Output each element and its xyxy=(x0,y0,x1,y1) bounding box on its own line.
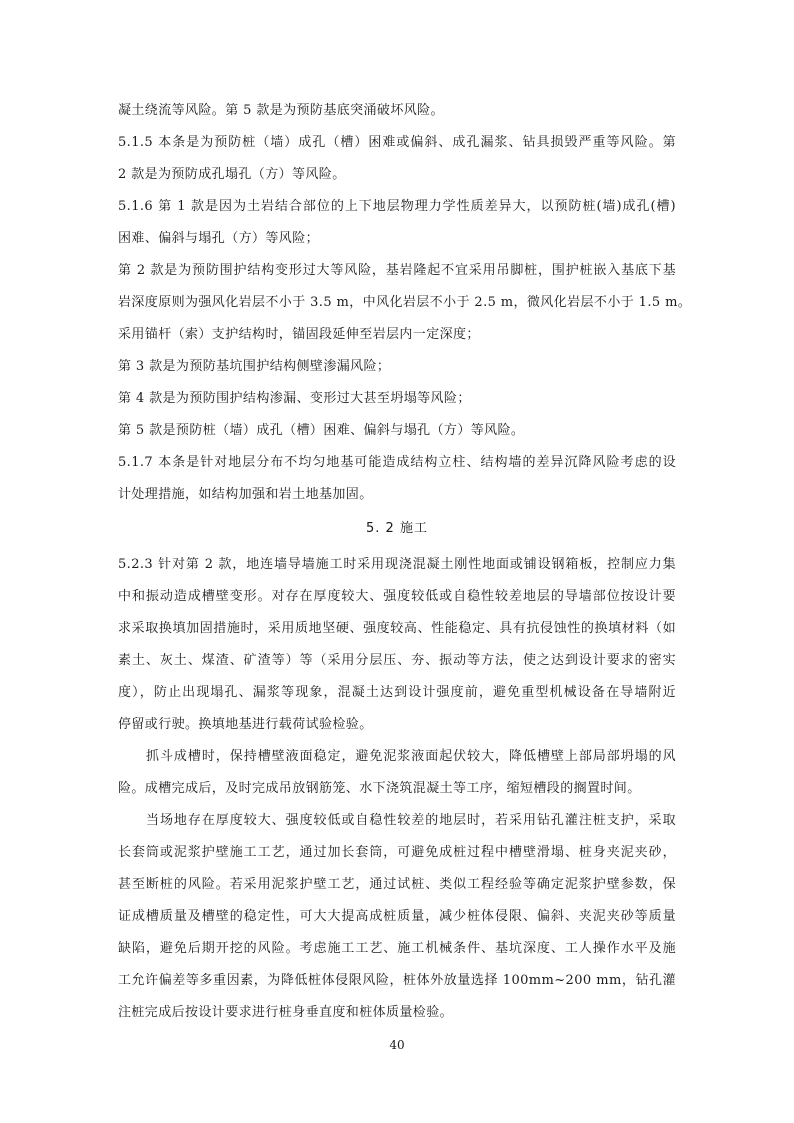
text-line: 第 4 款是为预防围护结构渗漏、变形过大甚至坍塌等风险； xyxy=(118,391,471,406)
text-line: 凝土绕流等风险。第 5 款是为预防基底突涌破坏风险。 xyxy=(118,103,444,118)
page-number: 40 xyxy=(389,1038,405,1052)
text-line: 计处理措施，如结构加强和岩土地基加固。 xyxy=(118,487,373,502)
text-line: 5.1.5 本条是为预防桩（墙）成孔（槽）困难或偏斜、成孔漏浆、钻具损毁严重等风险。第 xyxy=(118,135,676,150)
text-line: 抓斗成槽时，保持槽壁液面稳定，避免泥浆液面起伏较大，降低槽壁上部局部坍塌的风 xyxy=(146,749,676,764)
text-line: 注桩完成后按设计要求进行桩身垂直度和桩体质量检验。 xyxy=(118,1005,454,1020)
section-heading: 5. 2 施工 xyxy=(366,521,428,536)
text-line: 素土、灰土、煤渣、矿渣等）等（采用分层压、夯、振动等方法，使之达到设计要求的密实 xyxy=(118,653,676,668)
text-line: 2 款是为预防成孔塌孔（方）等风险。 xyxy=(118,167,346,182)
text-line: 采用锚杆（索）支护结构时，锚固段延伸至岩层内一定深度； xyxy=(118,327,480,342)
text-line: 工允许偏差等多重因素，为降低桩体侵限风险，桩体外放量选择 100mm~200 mm，钻孔灌 xyxy=(118,973,676,988)
text-line: 证成槽质量及槽壁的稳定性，可大大提高成桩质量，减少桩体侵限、偏斜、夹泥夹砂等质量 xyxy=(118,909,676,924)
text-line: 度），防止出现塌孔、漏浆等现象，混凝土达到设计强度前，避免重型机械设备在导墙附近 xyxy=(118,685,676,700)
text-line: 缺陷，避免后期开挖的风险。考虑施工工艺、施工机械条件、基坑深度、工人操作水平及施 xyxy=(118,941,676,956)
text-line: 困难、偏斜与塌孔（方）等风险； xyxy=(118,231,320,246)
text-line: 第 2 款是为预防围护结构变形过大等风险，基岩隆起不宜采用吊脚桩，围护桩嵌入基底下基 xyxy=(118,263,676,278)
text-line: 5.2.3 针对第 2 款，地连墙导墙施工时采用现浇混凝土刚性地面或铺设钢箱板，控制应力集 xyxy=(118,557,676,572)
text-line: 中和振动造成槽壁变形。对存在厚度较大、强度较低或自稳性较差地层的导墙部位按设计要 xyxy=(118,589,676,604)
text-line: 求采取换填加固措施时，采用质地坚硬、强度较高、性能稳定、具有抗侵蚀性的换填材料（如 xyxy=(118,621,676,636)
text-line: 第 3 款是为预防基坑围护结构侧壁渗漏风险； xyxy=(118,359,391,374)
text-line: 险。成槽完成后，及时完成吊放钢筋笼、水下浇筑混凝土等工序，缩短槽段的搁置时间。 xyxy=(118,781,641,796)
text-line: 甚至断桩的风险。若采用泥浆护壁工艺，通过试桩、类似工程经验等确定泥浆护壁参数，保 xyxy=(118,877,676,892)
text-line: 第 5 款是预防桩（墙）成孔（槽）困难、偏斜与塌孔（方）等风险。 xyxy=(118,423,525,438)
text-line: 5.1.7 本条是针对地层分布不均匀地基可能造成结构立柱、结构墙的差异沉降风险考虑的设 xyxy=(118,455,676,470)
text-line: 停留或行驶。换填地基进行载荷试验检验。 xyxy=(118,717,373,732)
text-line: 岩深度原则为强风化岩层不小于 3.5 m，中风化岩层不小于 2.5 m，微风化岩层不小于 1.5 m。 xyxy=(118,295,692,310)
text-line: 5.1.6 第 1 款是因为土岩结合部位的上下地层物理力学性质差异大，以预防桩(墙)成孔(槽) xyxy=(118,199,676,214)
text-line: 长套筒或泥浆护壁施工工艺，通过加长套筒，可避免成桩过程中槽壁滑塌、桩身夹泥夹砂， xyxy=(118,845,676,860)
text-line: 当场地存在厚度较大、强度较低或自稳性较差的地层时，若采用钻孔灌注桩支护，采取 xyxy=(146,813,676,828)
